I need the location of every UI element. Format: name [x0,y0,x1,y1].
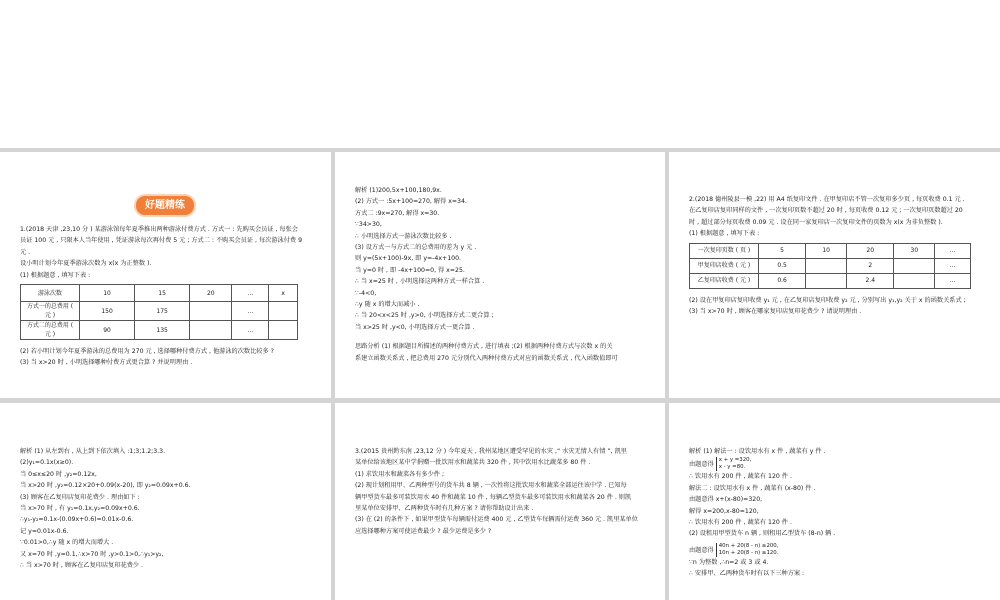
problem-line: 员证 100 元 , 只限本人当年使用 , 凭证游泳每次再付费 5 元 ; 方式二 : 不购买会员证 , 每次游泳付费 9 [20,237,303,245]
solution-line: 方式二 :9x=270, 解得 x=30. [355,209,440,217]
solution-text: 由题意得 [689,461,714,469]
table-cell: 2.4 [847,273,894,288]
problem-line: (3) 当 x>70 时 , 顾客在哪家复印店复印花费少 ? 请说明理由 . [689,308,862,316]
problem-line: 里某单位安排甲、乙两种货车时有几种方案 ? 请你帮助设计出来 . [355,505,534,513]
inequality: 40n + 20(8 - n) ≥200, [718,542,779,549]
problem-line: (2) 设在甲复印店复印收费 y₁ 元 , 在乙复印店复印收费 y₂ 元 , 分别写出 y₁,y₂ 关于 x 的函数关系式 ; [689,296,966,304]
solution-line: ∵n 为整数 ,∴n=2 或 3 或 4. [689,558,769,566]
table-cell: x [269,285,298,302]
solution-line: 系建立函数关系式 , 把总费用 270 元分别代入两种付费方式对应的函数关系式 , 代入函数值即可 [355,354,618,362]
problem-line: (1) 求饮用水和蔬菜各有多少件 ; [355,470,445,478]
table-cell: 方式二的总费用 ( 元 ) [21,321,80,340]
blank-page-area [0,0,1000,148]
solution-line: (2)y₁=0.1x(x≥0). [20,459,74,467]
table-cell: 乙复印店收费 ( 元 ) [690,273,759,288]
table-cell: 175 [135,302,190,321]
table-cell: … [935,258,971,273]
solution-line: ∴ 当 x=25 时 , 小明选择这两种方式一样合算 . [355,278,485,286]
table-cell: 30 [894,243,935,258]
copy-fee-table [689,243,971,289]
table-cell: … [232,302,269,321]
solution-line: 当 x>20 时 ,y₂=0.12×20+0.09(x-20), 即 y₂=0.09x+0.6. [20,482,191,490]
section-banner: 好题精练 [136,196,194,215]
solution-text: 由题意得 [689,546,714,554]
problem-line: 1.(2018 天津 ,23,10 分 ) 某游泳馆每年夏季推出两种游泳付费方式 . 方式一 : 先购买会员证 , 每张会 [20,226,298,233]
page-panel-2 [335,152,665,398]
table-row [21,285,298,302]
table-cell: 游泳次数 [21,285,80,302]
table-cell: … [232,285,269,302]
table-cell [190,321,232,340]
page-panel-4 [0,403,331,600]
solution-line: 当 x>25 时 ,y<0, 小明选择方式一更合算 . [355,323,475,331]
table-cell [190,302,232,321]
table-cell [894,258,935,273]
problem-line: 辆甲型货车最多可装饮用水 40 件和蔬菜 10 件 , 每辆乙型货车最多可装饮用水和蔬菜各 20 件 . 则凯 [355,493,632,501]
problem-line: (1) 根据题意 , 填写下表 : [689,230,760,238]
table-cell: 10 [806,243,847,258]
equation: x - y =80. [718,464,746,471]
solution-line: ∵34>30, [355,221,382,229]
problem-line: (3) 在 (2) 的条件下 , 如果甲型货车每辆需付运费 400 元 , 乙型货车每辆需付运费 360 元 . 凯里某单位 [355,516,638,524]
problem-line: (2) 若小明计划今年夏季游泳的总费用为 270 元 , 选择哪种付费方式 , 他游泳的次数比较多 ? [20,348,274,356]
inequality: 10n + 20(8 - n) ≥120. [718,549,779,556]
equation: x + y =320, [718,457,752,464]
table-cell [269,321,298,340]
solution-line: 解析 (1) 解法一 : 设饮用水有 x 件 , 蔬菜有 y 件 . [689,448,826,455]
table-row [21,302,298,321]
solution-line: (2) 方式一 :5x+100=270, 解得 x=34. [355,198,467,206]
table-cell: 0.6 [759,273,806,288]
problem-line: 3.(2015 贵州黔东南 ,23,12 分 ) 今年夏天 , 我州某地区遭受罕见的水灾 ,“ 水灾无情人有情 ”, 凯里 [355,448,627,455]
inequality-system [716,543,779,557]
table-cell [806,273,847,288]
solution-line: 当 x>70 时 , 有 y₁=0.1x,y₂=0.09x+0.6. [20,505,140,513]
solution-line: ∴y 随 x 的增大而减小 . [355,301,420,309]
problem-line: 应选择哪种方案可使运费最少 ? 最少运费是多少 ? [355,527,492,535]
solution-line: 解析 (1) 从左到右 , 从上到下依次填入 :1;3;1.2;3.3. [20,448,166,455]
solution-line [689,457,981,471]
table-cell: … [935,243,971,258]
solution-line: ∴ 饮用水有 200 件 , 蔬菜有 120 件 . [689,519,792,527]
solution-line: ∴ 小明选择方式一游泳次数比较多 . [355,232,452,240]
table-row [690,258,971,273]
solution-line [355,333,647,341]
table-cell: 5 [759,243,806,258]
solution-line: 当 0≤x≤20 时 ,y₂=0.12x, [20,470,97,478]
solution-line: 当 y=0 时 , 即 -4x+100=0, 得 x=25. [355,266,465,274]
problem-line: 时 , 超过部分每页收费 0.09 元 . 设在同一家复印店一次复印文件的页数为 x(x 为非负整数 ). [689,218,943,226]
table-cell: 135 [135,321,190,340]
table-cell: 一次复印页数 ( 页 ) [690,243,759,258]
solution-line: 则 y=(5x+100)-9x, 即 y=-4x+100. [355,255,461,263]
page-panel-6 [669,403,1000,600]
table-cell: 90 [80,321,135,340]
solution-line: (3) 设方式一与方式二的总费用的差为 y 元 . [355,244,477,252]
problem-line: 在乙复印店复印同样的文件 , 一次复印页数不超过 20 时 , 每页收费 0.12 元 ; 一次复印页数超过 20 [689,207,963,215]
fee-table [20,284,298,340]
solution-line [689,543,981,557]
page-panel-1 [0,152,331,398]
table-row [690,273,971,288]
problem-line: 设小明计划今年夏季游泳次数为 x(x 为正整数 ). [20,260,152,268]
solution-line: ∵-4<0, [355,289,377,297]
problem-line: 元 . [20,248,31,256]
solution-line: 解法二 : 设饮用水有 x 件 , 蔬菜有 (x-80) 件 . [689,484,816,492]
solution-line: ∴y₁-y₂=0.1x-(0.09x+0.6)=0.01x-0.6. [20,516,134,524]
table-cell: 20 [190,285,232,302]
problem-line: (2) 现计划租用甲、乙两种型号的货车共 8 辆 , 一次性将这批饮用水和蔬菜全部运往该中学 . 已知每 [355,482,627,490]
page-panel-5 [335,403,665,600]
problem-line: 2.(2018 德州陵县一模 ,22) 用 A4 纸复印文件 . 在甲复印店不管一次复印多少页 , 每页收费 0.1 元 . [689,196,965,203]
table-cell: 甲复印店收费 ( 元 ) [690,258,759,273]
solution-line: 由题意得 x+(x-80)=320, [689,496,763,504]
problem-line: (1) 根据题意 , 填写下表 : [20,271,91,279]
table-cell: 0.5 [759,258,806,273]
table-cell: … [935,273,971,288]
page-panel-3 [669,152,1000,398]
solution-line: (3) 顾客在乙复印店复印花费少 . 理由如下 : [20,493,140,501]
problem-line: 某单位给该地区某中学捐赠一批饮用水和蔬菜共 320 件 , 其中饮用水比蔬菜多 80 件 . [355,459,591,467]
solution-line: 记 y=0.01x-0.6. [20,527,69,535]
equation-system [716,457,752,471]
table-row [21,321,298,340]
table-cell: 10 [80,285,135,302]
table-cell [269,302,298,321]
table-cell: 2 [847,258,894,273]
solution-line: 思路分析 (1) 根据题目所描述的两种付费方式 , 进行填表 ;(2) 根据两种付费方式与次数 x 的关 [355,343,613,351]
solution-line: ∴ 安排甲、乙两种货车时有以下三种方案 : [689,570,805,578]
problem-line: (3) 当 x>20 时 , 小明选择哪种付费方式更合算 ? 并说明理由 . [20,359,193,367]
table-cell [806,258,847,273]
table-cell [894,273,935,288]
table-cell: 150 [80,302,135,321]
table-cell: 15 [135,285,190,302]
solution-line: ∴ 饮用水有 200 件 , 蔬菜有 120 件 . [689,473,792,481]
solution-line: ∴ 当 20<x<25 时 ,y>0, 小明选择方式二更合算 ; [355,312,494,320]
solution-line: 解得 x=200,x-80=120, [689,507,759,515]
table-cell: 方式一的总费用 ( 元 ) [21,302,80,321]
table-row [690,243,971,258]
solution-line: ∴ 当 x>70 时 , 顾客在乙复印店复印花费少 . [20,562,144,570]
solution-line: 又 x=70 时 ,y=0.1,∴x>70 时 ,y>0.1>0,∴y₁>y₂, [20,550,164,558]
solution-line: ∵0.01>0,∴y 随 x 的增大而增大 . [20,539,114,547]
solution-line: (2) 设租用甲型货车 n 辆 , 则租用乙型货车 (8-n) 辆 . [689,530,836,538]
table-cell: 20 [847,243,894,258]
table-cell: … [232,321,269,340]
solution-line: 解析 (1)200,5x+100,180,9x. [355,187,442,194]
